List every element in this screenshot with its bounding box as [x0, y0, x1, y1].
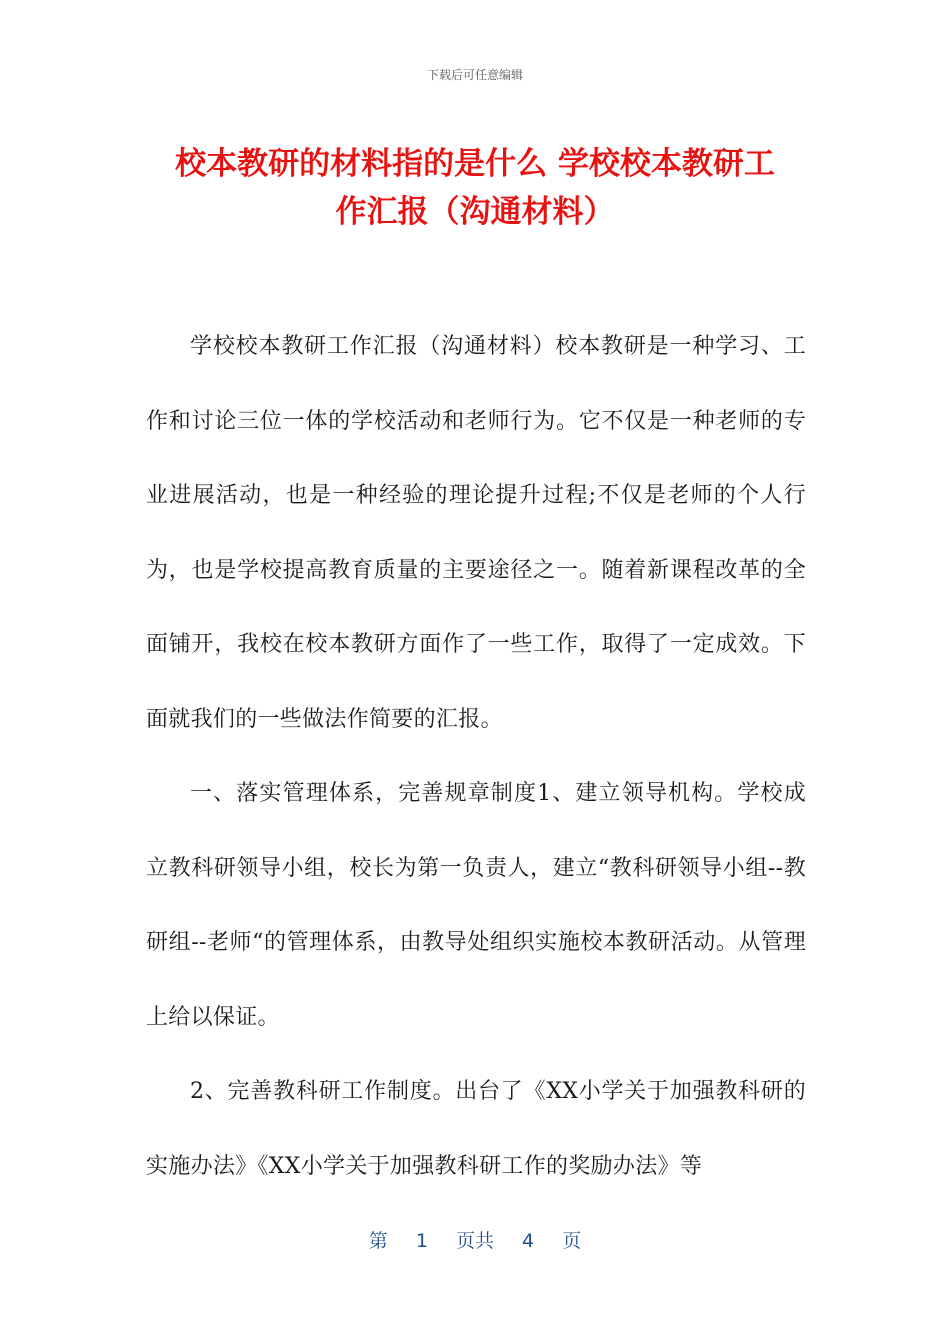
footer-prefix: 第	[368, 1230, 388, 1252]
body-paragraph-1: 学校校本教研工作汇报（沟通材料）校本教研是一种学习、工作和讨论三位一体的学校活动和老师行为。它不仅是一种老师的专业进展活动，也是一种经验的理论提升过程;不仅是老师的个人行为，也是学校提高教育质量的主要途径之一。随着新课程改革的全面铺开，我校在校本教研方面作了一些工作，取得了一定成效。下面就我们的一些做法作简要的汇报。	[146, 334, 806, 732]
footer-middle: 页共	[455, 1230, 494, 1252]
page-number-footer	[0, 1226, 950, 1253]
body-paragraph-3: 2、完善教科研工作制度。出台了《XX小学关于加强教科研的实施办法》《XX小学关于加强教科研工作的奖励办法》等	[146, 1079, 806, 1179]
document-body	[146, 310, 806, 1204]
body-paragraph-2: 一、落实管理体系，完善规章制度1、建立领导机构。学校成立教科研领导小组，校长为第一负责人，建立“教科研领导小组--教研组--老师“的管理体系，由教导处组织实施校本教研活动。从管理上给以保证。	[146, 781, 806, 1030]
footer-total-pages: 4	[522, 1230, 535, 1252]
document-title	[130, 140, 820, 236]
document-title-line-2: 作汇报（沟通材料）	[335, 194, 615, 230]
document-title-line-1: 校本教研的材料指的是什么 学校校本教研工	[175, 146, 775, 182]
footer-suffix: 页	[562, 1230, 582, 1252]
footer-current-page: 1	[415, 1230, 428, 1252]
page-header-note: 下载后可任意编辑	[426, 68, 523, 82]
